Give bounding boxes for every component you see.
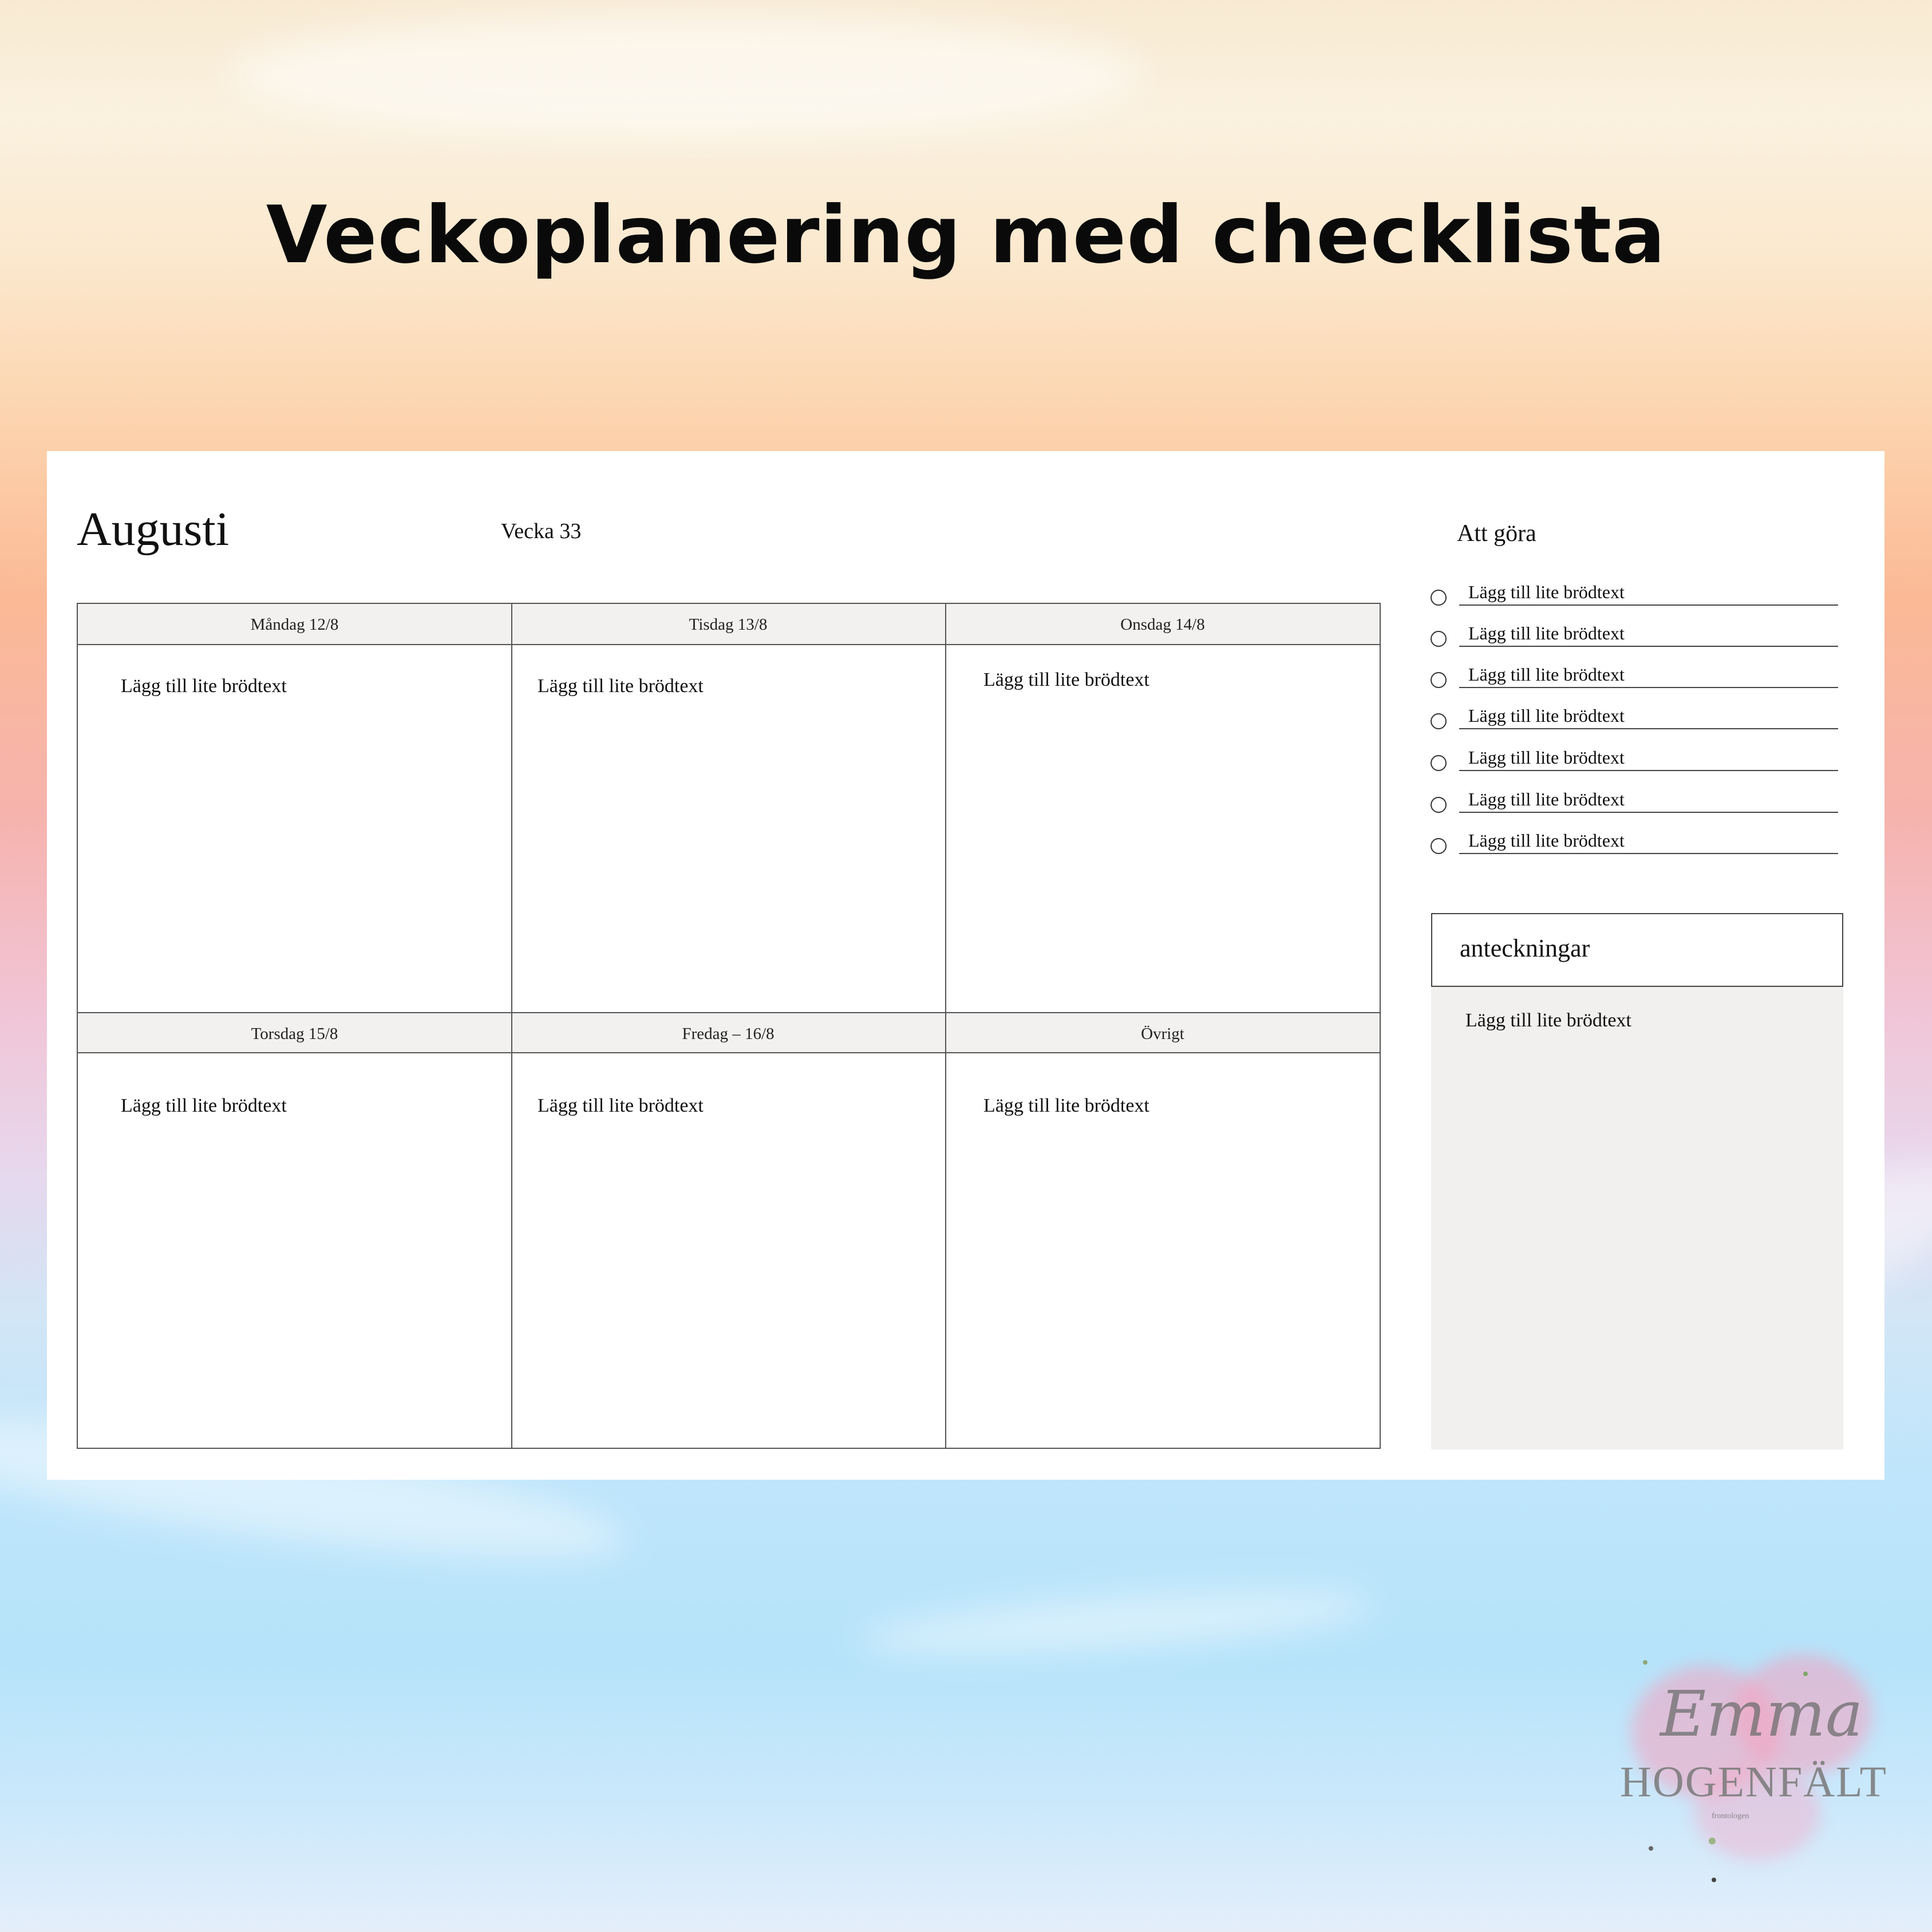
checkbox-circle-icon[interactable] <box>1431 838 1447 854</box>
todo-title: Att göra <box>1457 520 1536 547</box>
day-text-monday[interactable]: Lägg till lite brödtext <box>121 675 287 697</box>
day-header-monday: Måndag 12/8 <box>250 615 339 634</box>
day-text-friday[interactable]: Lägg till lite brödtext <box>538 1095 704 1116</box>
week-label: Vecka 33 <box>501 519 582 543</box>
todo-underline <box>1459 646 1838 647</box>
todo-text[interactable]: Lägg till lite brödtext <box>1468 582 1625 602</box>
todo-underline <box>1459 605 1838 606</box>
planner-sheet <box>47 451 1884 1480</box>
todo-item[interactable] <box>1431 664 1838 692</box>
todo-text[interactable]: Lägg till lite brödtext <box>1468 623 1625 643</box>
todo-underline <box>1459 853 1838 854</box>
logo-dot <box>1643 1660 1647 1665</box>
notes-area[interactable] <box>1431 987 1843 1449</box>
day-text-thursday[interactable]: Lägg till lite brödtext <box>121 1095 287 1116</box>
logo-dot <box>1712 1878 1716 1882</box>
checkbox-circle-icon[interactable] <box>1431 631 1447 647</box>
todo-item[interactable] <box>1431 747 1838 775</box>
logo-script: Emma <box>1660 1677 1863 1751</box>
todo-underline <box>1459 812 1838 813</box>
todo-item[interactable] <box>1431 705 1838 733</box>
notes-text[interactable]: Lägg till lite brödtext <box>1465 1010 1631 1031</box>
day-header-friday: Fredag – 16/8 <box>682 1025 775 1043</box>
todo-text[interactable]: Lägg till lite brödtext <box>1468 747 1625 768</box>
day-header-other: Övrigt <box>1141 1025 1184 1043</box>
logo-name: HOGENFÄLT <box>1620 1758 1887 1806</box>
todo-underline <box>1459 728 1838 729</box>
cloud-wisp <box>229 11 1145 137</box>
brand-logo <box>1609 1654 1887 1895</box>
todo-item[interactable] <box>1431 623 1838 650</box>
logo-dot <box>1649 1846 1653 1851</box>
logo-subtitle: frontologen <box>1712 1812 1749 1820</box>
month-title: Augusti <box>77 503 230 556</box>
todo-item[interactable] <box>1431 789 1838 816</box>
day-header-wednesday: Onsdag 14/8 <box>1120 615 1205 634</box>
todo-underline <box>1459 770 1838 771</box>
notes-header-box <box>1431 913 1843 987</box>
checkbox-circle-icon[interactable] <box>1431 713 1447 729</box>
checkbox-circle-icon[interactable] <box>1431 590 1447 606</box>
todo-item[interactable] <box>1431 582 1838 609</box>
cloud-wisp <box>858 1579 1375 1667</box>
notes-title: anteckningar <box>1460 934 1590 962</box>
todo-text[interactable]: Lägg till lite brödtext <box>1468 789 1625 809</box>
todo-text[interactable]: Lägg till lite brödtext <box>1468 830 1625 851</box>
checkbox-circle-icon[interactable] <box>1431 797 1447 813</box>
logo-dot <box>1803 1672 1808 1676</box>
day-header-tuesday: Tisdag 13/8 <box>689 615 768 634</box>
checkbox-circle-icon[interactable] <box>1431 672 1447 688</box>
todo-text[interactable]: Lägg till lite brödtext <box>1468 664 1625 685</box>
logo-dot <box>1709 1838 1716 1844</box>
checkbox-circle-icon[interactable] <box>1431 755 1447 771</box>
todo-item[interactable] <box>1431 830 1838 858</box>
todo-text[interactable]: Lägg till lite brödtext <box>1468 705 1625 726</box>
day-text-other[interactable]: Lägg till lite brödtext <box>983 1095 1149 1116</box>
todo-underline <box>1459 687 1838 688</box>
day-text-wednesday[interactable]: Lägg till lite brödtext <box>983 669 1149 690</box>
page-title: Veckoplanering med checklista <box>266 189 1666 281</box>
week-grid <box>77 603 1381 1449</box>
day-header-thursday: Torsdag 15/8 <box>251 1025 338 1043</box>
day-text-tuesday[interactable]: Lägg till lite brödtext <box>538 675 704 697</box>
